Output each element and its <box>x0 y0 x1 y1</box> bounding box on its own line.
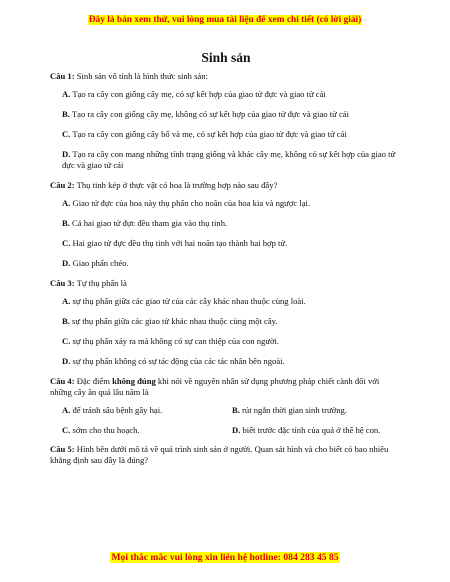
option-4d <box>232 425 402 436</box>
question-label: Câu 5: <box>50 444 75 454</box>
option-row <box>62 425 402 436</box>
option-3a <box>62 296 402 307</box>
hotline-banner <box>0 552 450 563</box>
option-2c <box>62 238 402 249</box>
option-letter: B. <box>232 405 240 415</box>
option-text: để tránh sâu bệnh gây hại. <box>70 405 163 415</box>
question-text: Sinh sản vô tính là hình thức sinh sản: <box>74 71 208 81</box>
option-letter: D. <box>62 149 71 159</box>
option-text: Tạo ra cây con mang những tính trạng giống và khác cây mẹ, không có sự kết hợp của giao tử đực và giao tử cái <box>62 149 396 170</box>
option-text: Giao phấn chéo. <box>70 258 129 268</box>
option-text: sự thụ phấn giữa các giao tử khác nhau thuộc cùng một cây. <box>69 316 278 326</box>
option-text: rút ngắn thời gian sinh trưởng. <box>239 405 347 415</box>
option-3b <box>62 316 402 327</box>
question-4 <box>50 376 402 398</box>
question-text: Tự thụ phấn là <box>74 278 127 288</box>
option-text: sớm cho thu hoạch. <box>70 425 140 435</box>
option-1b <box>62 109 402 120</box>
option-text: Tạo ra cây con giống cây mẹ, không có sự kết hợp của giao tử đực và giao tử cái <box>69 109 349 119</box>
question-label: Câu 4: <box>50 376 75 386</box>
option-letter: B. <box>62 316 70 326</box>
option-3d <box>62 356 402 367</box>
question-text: Thụ tinh kép ở thực vật có hoa là trường hợp nào sau đây? <box>74 180 278 190</box>
option-text: Tạo ra cây con giống cây mẹ, có sự kết hợp của giao tử đực và giao tử cái <box>70 89 326 99</box>
option-row <box>62 405 402 416</box>
question-label: Câu 2: <box>50 180 75 190</box>
page-title: Sinh sản <box>201 50 251 65</box>
option-1a <box>62 89 402 100</box>
option-letter: C. <box>62 425 71 435</box>
option-letter: D. <box>62 356 71 366</box>
option-text: biết trước đặc tính của quả ở thế hệ con. <box>240 425 381 435</box>
option-2d <box>62 258 402 269</box>
option-text: sự thụ phấn không có sự tác động của các tác nhân bên ngoài. <box>70 356 285 366</box>
option-4c <box>62 425 232 436</box>
option-letter: C. <box>62 336 71 346</box>
option-letter: D. <box>232 425 241 435</box>
option-2b <box>62 218 402 229</box>
question-label: Câu 3: <box>50 278 75 288</box>
option-letter: A. <box>62 405 71 415</box>
question-text: Hình bên dưới mô tả về quá trình sinh sản ở người. Quan sát hình và cho biết có bao nhiêu khẳng định sau đây là đúng? <box>50 444 389 465</box>
option-2a <box>62 198 402 209</box>
option-letter: C. <box>62 238 71 248</box>
question-emphasis: không đúng <box>112 376 156 386</box>
option-letter: A. <box>62 296 71 306</box>
option-letter: A. <box>62 89 71 99</box>
option-4a <box>62 405 232 416</box>
preview-notice-banner <box>0 15 450 25</box>
option-letter: C. <box>62 129 71 139</box>
document-body <box>50 52 402 473</box>
option-1c <box>62 129 402 140</box>
option-1d <box>62 149 402 171</box>
preview-notice-text: Đây là bản xem thử, vui lòng mua tài liệu để xem chi tiết (có lời giải) <box>88 15 362 25</box>
question-3 <box>50 278 402 289</box>
option-text: Hai giao tử đực đều thụ tinh với hai noãn tạo thành hai hợp tử. <box>70 238 288 248</box>
option-letter: B. <box>62 109 70 119</box>
question-2 <box>50 180 402 191</box>
option-letter: B. <box>62 218 70 228</box>
question-1 <box>50 71 402 82</box>
hotline-text: Mọi thắc mắc vui lòng xin liên hệ hotline: 084 283 45 85 <box>111 552 339 563</box>
option-letter: D. <box>62 258 71 268</box>
option-text: sự thụ phấn giữa các giao tử của các cây khác nhau thuộc cùng loài. <box>70 296 306 306</box>
question-text: khi nói về nguyên nhân sử dụng phương pháp chiết cành đối với những cây ăn quả lâu năm là <box>50 376 380 397</box>
question-5 <box>50 444 402 466</box>
option-text: Cả hai giao tử đực đều tham gia vào thụ tinh. <box>69 218 228 228</box>
option-text: sự thụ phấn xảy ra mà không có sự can thiệp của con người. <box>70 336 280 346</box>
option-text: Tạo ra cây con giống cây bố và mẹ, có sự kết hợp của giao tử đực và giao tử cái <box>70 129 347 139</box>
question-text: Đặc điểm <box>74 376 113 386</box>
option-text: Giao tử đực của hoa này thụ phấn cho noãn của hoa kia và ngược lại. <box>70 198 311 208</box>
question-label: Câu 1: <box>50 71 75 81</box>
option-letter: A. <box>62 198 71 208</box>
option-3c <box>62 336 402 347</box>
option-4b <box>232 405 402 416</box>
